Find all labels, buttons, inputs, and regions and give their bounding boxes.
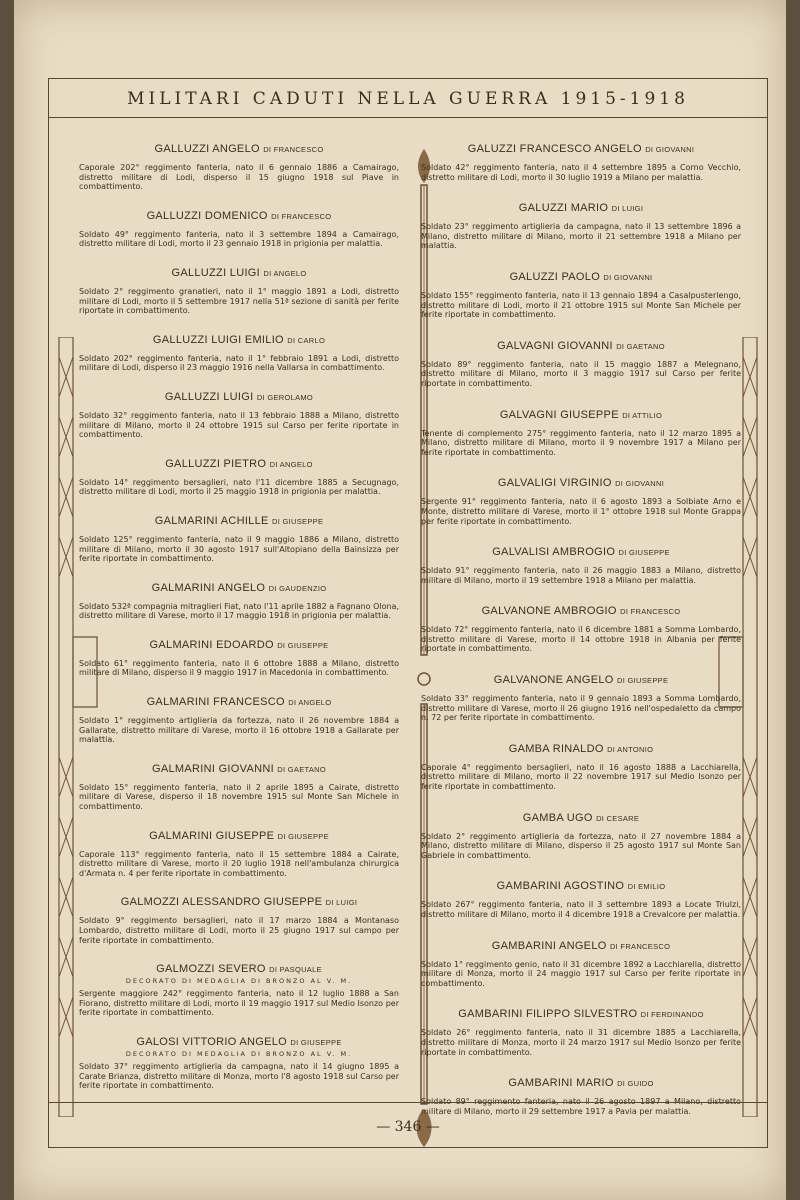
page-frame <box>48 78 768 1148</box>
casualty-name <box>421 1077 741 1089</box>
casualty-parent: DI GAETANO <box>616 341 665 351</box>
casualty-parent: DI GUIDO <box>617 1079 654 1089</box>
casualty-name <box>79 515 399 527</box>
right-column <box>421 143 741 1136</box>
casualty-parent: DI GIUSEPPE <box>272 516 324 526</box>
casualty-name <box>421 605 741 617</box>
casualty-name <box>79 896 399 908</box>
casualty-entry <box>79 1036 399 1091</box>
casualty-entry <box>79 334 399 373</box>
casualty-surname: GAMBARINI MARIO <box>508 1077 614 1090</box>
casualty-surname: GALMOZZI SEVERO <box>156 963 266 976</box>
casualty-name <box>79 639 399 651</box>
casualty-description: Soldato 125° reggimento fanteria, nato il 9 maggio 1886 a Milano, distretto militare di Milano, morto il 30 agosto 1917 sull'Altopiano della Bainsizza per ferite riportate in combattimento. <box>79 534 399 564</box>
casualty-name <box>421 1008 741 1020</box>
casualty-entry <box>421 940 741 989</box>
casualty-surname: GALVANONE ANGELO <box>493 674 614 687</box>
casualty-surname: GALUZZI FRANCESCO ANGELO <box>467 143 642 155</box>
casualty-parent: DI FERDINANDO <box>640 1010 704 1020</box>
left-column <box>79 143 399 1109</box>
casualty-parent: DI GIOVANNI <box>645 145 695 154</box>
casualty-surname: GALLUZZI ANGELO <box>154 143 260 155</box>
casualty-parent: DI PASQUALE <box>269 965 322 975</box>
casualty-surname: GALMARINI ACHILLE <box>154 514 269 527</box>
casualty-entry <box>421 340 741 389</box>
casualty-surname: GALLUZZI PIETRO <box>165 457 267 470</box>
casualty-name <box>79 696 399 708</box>
casualty-entry <box>79 210 399 249</box>
casualty-entry <box>79 391 399 440</box>
casualty-parent: DI ANTONIO <box>607 744 654 754</box>
casualty-parent: DI FRANCESCO <box>263 145 324 154</box>
casualty-entry <box>79 763 399 812</box>
casualty-parent: DI CARLO <box>287 335 326 345</box>
page-number: — 346 — <box>376 1119 440 1135</box>
casualty-description: Soldato 91° reggimento fanteria, nato il 26 maggio 1883 a Milano, distretto militare di Milano, morto il 19 settembre 1918 a Milano per malattia. <box>421 566 741 585</box>
casualty-name <box>421 674 741 686</box>
casualty-name <box>421 743 741 755</box>
casualty-parent: DI EMILIO <box>627 882 666 892</box>
casualty-parent: DI GIUSEPPE <box>618 548 670 558</box>
casualty-entry <box>79 639 399 678</box>
casualty-surname: GALVANONE AMBROGIO <box>481 605 617 618</box>
casualty-parent: DI LUIGI <box>611 204 644 214</box>
casualty-parent: DI ANGELO <box>269 459 313 469</box>
casualty-entry <box>421 202 741 251</box>
casualty-name <box>79 963 399 975</box>
casualty-name <box>421 271 741 283</box>
casualty-parent: DI GIUSEPPE <box>277 640 329 650</box>
casualty-description: Caporale 4° reggimento bersaglieri, nato il 16 agosto 1888 a Lacchiarella, distretto militare di Milano, morto il 22 novembre 1917 sul Medio Isonzo per ferite riportate in combattimento. <box>421 762 741 792</box>
casualty-description: Caporale 202° reggimento fanteria, nato il 6 gennaio 1886 a Camairago, distretto militare di Lodi, disperso il 15 giugno 1918 sul Piave in combattimento. <box>79 163 399 192</box>
casualty-description: Soldato 23° reggimento artiglieria da campagna, nato il 13 settembre 1896 a Milano, distretto militare di Milano, morto il 21 settembre 1918 a Milano per malattia. <box>421 222 741 251</box>
casualty-parent: DI ANGELO <box>263 268 307 278</box>
casualty-name <box>421 546 741 558</box>
casualty-description: Soldato 267° reggimento fanteria, nato il 3 settembre 1893 a Locate Triulzi, distretto militare di Milano, morto il 4 dicembre 1918 a Crevalcore per malattia. <box>421 900 741 919</box>
casualty-surname: GALVAGNI GIOVANNI <box>497 339 613 352</box>
casualty-description: Soldato 202° reggimento fanteria, nato il 1° febbraio 1891 a Lodi, distretto militare di Lodi, disperso il 23 maggio 1916 nella Vallarsa in combattimento. <box>79 353 399 373</box>
casualty-name <box>79 582 399 594</box>
casualty-entry <box>79 830 399 879</box>
casualty-parent: DI GAETANO <box>277 764 326 774</box>
casualty-description: Soldato 532ª compagnia mitraglieri Fiat, nato l'11 aprile 1882 a Fagnano Olona, distretto militare di Varese, morto il 17 maggio 1918 in prigionia per malattia. <box>79 601 399 621</box>
casualty-entry <box>79 267 399 316</box>
casualty-description: Caporale 113° reggimento fanteria, nato il 15 settembre 1884 a Cairate, distretto militare di Varese, morto il 20 luglio 1918 nell'ambulanza chirurgica d'Armata n. 4 per ferite riportate in combattimento. <box>79 849 399 878</box>
casualty-surname: GAMBA RINALDO <box>508 742 604 755</box>
casualty-entry <box>421 546 741 585</box>
casualty-description: Soldato 37° reggimento artiglieria da campagna, nato il 14 giugno 1895 a Carate Brianza, distretto militare di Monza, morto l'8 agosto 1918 sul Carso per ferite riportate in combattimento. <box>79 1061 399 1091</box>
casualty-name <box>421 340 741 352</box>
casualty-description: Soldato 89° reggimento fanteria, nato il 26 agosto 1897 a Milano, distretto militare di Milano, morto il 29 settembre 1917 a Pavia per malattia. <box>421 1097 741 1116</box>
casualty-surname: GAMBARINI AGOSTINO <box>496 880 625 893</box>
casualty-description: Soldato 2° reggimento artiglieria da fortezza, nato il 27 novembre 1884 a Milano, distretto militare di Milano, disperso il 25 agosto 1917 sul Monte San Gabriele in combattimento. <box>421 831 741 860</box>
casualty-description: Soldato 72° reggimento fanteria, nato il 6 dicembre 1881 a Somma Lombardo, distretto militare di Varese, morto il 14 ottobre 1918 in Albania per ferite riportate in combattimento. <box>421 625 741 654</box>
casualty-description: Soldato 9° reggimento bersaglieri, nato il 17 marzo 1884 a Montanaso Lombardo, distretto militare di Lodi, morto il 25 giugno 1917 sul campo per ferite riportate in combattimento. <box>79 916 399 945</box>
casualty-parent: DI FRANCESCO <box>609 941 671 951</box>
casualty-surname: GAMBA UGO <box>522 811 593 824</box>
casualty-parent: DI ATTILIO <box>622 410 663 420</box>
casualty-entry <box>79 458 399 497</box>
casualty-surname: GALMARINI GIUSEPPE <box>149 829 275 842</box>
casualty-description: Soldato 26° reggimento fanteria, nato il 31 dicembre 1885 a Lacchiarella, distretto militare di Monza, morto il 24 marzo 1917 sul Medio Isonzo per ferite riportate in combattimento. <box>421 1028 741 1057</box>
casualty-name <box>79 143 399 155</box>
casualty-name <box>421 202 741 214</box>
casualty-name <box>421 409 741 421</box>
casualty-entry <box>421 1077 741 1116</box>
casualty-description: Soldato 14° reggimento bersaglieri, nato l'11 dicembre 1885 a Secugnago, distretto militare di Lodi, morto il 25 maggio 1918 in prigionia per malattia. <box>79 477 399 497</box>
casualty-description: Soldato 61° reggimento fanteria, nato il 6 ottobre 1888 a Milano, distretto militare di Milano, disperso il 9 maggio 1917 in Macedonia in combattimento. <box>79 658 399 678</box>
casualty-name <box>79 334 399 346</box>
casualty-parent: DI GIUSEPPE <box>290 1037 342 1047</box>
casualty-surname: GALLUZZI DOMENICO <box>146 209 268 222</box>
casualty-description: Soldato 15° reggimento fanteria, nato il 2 aprile 1895 a Cairate, distretto militare di Varese, disperso il 18 novembre 1915 sul Monte San Michele in combattimento. <box>79 782 399 812</box>
casualty-surname: GALUZZI PAOLO <box>509 270 601 283</box>
casualty-entry <box>421 477 741 526</box>
casualty-surname: GALMARINI GIOVANNI <box>152 762 274 775</box>
casualty-surname: GALLUZZI LUIGI <box>164 390 254 403</box>
casualty-name <box>79 1036 399 1048</box>
casualty-surname: GALOSI VITTORIO ANGELO <box>136 1035 288 1048</box>
casualty-name <box>79 267 399 279</box>
casualty-surname: GALVALISI AMBROGIO <box>492 546 616 559</box>
casualty-entry <box>421 143 741 182</box>
casualty-name <box>79 458 399 470</box>
casualty-entry <box>421 409 741 458</box>
casualty-description: Sergente 91° reggimento fanteria, nato il 6 agosto 1893 a Solbiate Arno e Monte, distretto militare di Varese, morto il 1° ottobre 1918 sul Monte Grappa per ferite riportate in combattimento. <box>421 497 741 526</box>
casualty-entry <box>421 605 741 654</box>
casualty-surname: GALMARINI FRANCESCO <box>146 696 285 709</box>
casualty-parent: DI FRANCESCO <box>620 607 681 617</box>
casualty-description: Soldato 32° reggimento fanteria, nato il 13 febbraio 1888 a Milano, distretto militare di Milano, morto il 24 ottobre 1915 sul Carso per ferite riportate in combattimento. <box>79 410 399 440</box>
casualty-name <box>79 830 399 842</box>
casualty-description: Soldato 89° reggimento fanteria, nato il 15 maggio 1887 a Melegnano, distretto militare di Milano, morto il 3 maggio 1917 sul Carso per ferite riportate in combattimento. <box>421 359 741 388</box>
casualty-entry <box>79 143 399 192</box>
casualty-parent: DI FRANCESCO <box>271 211 332 221</box>
footer-rule <box>49 1102 767 1103</box>
casualty-description: Sergente maggiore 242° reggimento fanteria, nato il 12 luglio 1888 a San Fiorano, distretto militare di Lodi, morto il 19 maggio 1917 sul Medio Isonzo per ferite riportate in combattimento. <box>79 989 399 1018</box>
casualty-description: Soldato 155° reggimento fanteria, nato il 13 gennaio 1894 a Casalpusterlengo, distretto militare di Lodi, morto il 21 ottobre 1915 sul Monte San Michele per ferite riportate in combattimento. <box>421 290 741 320</box>
casualty-name <box>421 940 741 952</box>
casualty-name <box>421 880 741 892</box>
casualty-name <box>421 812 741 824</box>
casualty-parent: DI GIUSEPPE <box>277 831 329 841</box>
casualty-parent: DI GAUDENZIO <box>268 583 327 593</box>
page-title: MILITARI CADUTI NELLA GUERRA 1915-1918 <box>127 89 689 109</box>
casualty-entry <box>421 271 741 320</box>
header-rule <box>49 117 767 118</box>
casualty-decoration: DECORATO DI MEDAGLIA DI BRONZO AL V. M. <box>125 977 353 986</box>
casualty-entry <box>79 896 399 945</box>
casualty-parent: DI ANGELO <box>288 698 332 708</box>
casualty-description: Soldato 2° reggimento granatieri, nato il 1° maggio 1891 a Lodi, distretto militare di Lodi, morto il 5 settembre 1917 nella 51ª sezione di sanità per ferite riportate in combattimento. <box>79 286 399 316</box>
casualty-entry <box>421 812 741 861</box>
casualty-surname: GAMBARINI FILIPPO SILVESTRO <box>458 1008 638 1021</box>
casualty-surname: GALUZZI MARIO <box>518 202 609 215</box>
casualty-surname: GALMARINI ANGELO <box>151 581 266 594</box>
casualty-entry <box>79 515 399 564</box>
casualty-description: Soldato 49° reggimento fanteria, nato il 3 settembre 1894 a Camairago, distretto militare di Lodi, morto il 23 gennaio 1918 in prigionia per malattia. <box>79 229 399 249</box>
casualty-name <box>79 210 399 222</box>
casualty-parent: DI GIOVANNI <box>603 272 653 282</box>
casualty-name <box>79 391 399 403</box>
casualty-parent: DI CESARE <box>596 813 640 823</box>
casualty-surname: GALMOZZI ALESSANDRO GIUSEPPE <box>120 896 323 909</box>
casualty-parent: DI GIUSEPPE <box>617 676 669 686</box>
casualty-entry <box>421 743 741 792</box>
casualty-description: Soldato 1° reggimento genio, nato il 31 dicembre 1892 a Lacchiarella, distretto militare di Monza, morto il 24 maggio 1917 sul Carso per ferite riportate in combattimento. <box>421 959 741 988</box>
casualty-entry <box>421 674 741 723</box>
casualty-name <box>421 143 741 155</box>
casualty-parent: DI LUIGI <box>325 898 358 908</box>
page <box>14 0 786 1200</box>
casualty-parent: DI GEROLAMO <box>256 392 314 402</box>
casualty-entry <box>79 696 399 745</box>
casualty-surname: GALVAGNI GIUSEPPE <box>499 408 619 421</box>
casualty-surname: GAMBARINI ANGELO <box>491 939 607 952</box>
casualty-description: Tenente di complemento 275° reggimento fanteria, nato il 12 marzo 1895 a Milano, distretto militare di Milano, morto il 9 novembre 1917 a Milano per ferite riportate in combattimento. <box>421 428 741 457</box>
casualty-entry <box>421 1008 741 1057</box>
casualty-entry <box>421 880 741 919</box>
casualty-description: Soldato 1° reggimento artiglieria da fortezza, nato il 26 novembre 1884 a Gallarate, distretto militare di Varese, morto il 16 ottobre 1918 a Gallarate per malattia. <box>79 716 399 745</box>
casualty-description: Soldato 33° reggimento fanteria, nato il 9 gennaio 1893 a Somma Lombardo, distretto militare di Varese, morto il 26 giugno 1916 nell'ospedaletto da campo n. 72 per ferite riportate in combattimento. <box>421 694 741 723</box>
casualty-name <box>79 763 399 775</box>
casualty-description: Soldato 42° reggimento fanteria, nato il 4 settembre 1895 a Corno Vecchio, distretto militare di Lodi, morto il 30 luglio 1919 a Milano per malattia. <box>421 163 741 182</box>
casualty-surname: GALLUZZI LUIGI <box>171 266 261 279</box>
casualty-parent: DI GIOVANNI <box>615 479 665 489</box>
casualty-name <box>421 477 741 489</box>
casualty-entry <box>79 963 399 1018</box>
casualty-entry <box>79 582 399 621</box>
casualty-decoration: DECORATO DI MEDAGLIA DI BRONZO AL V. M. <box>125 1049 353 1058</box>
casualty-surname: GALVALIGI VIRGINIO <box>497 477 612 490</box>
casualty-surname: GALMARINI EDOARDO <box>149 638 274 651</box>
casualty-surname: GALLUZZI LUIGI EMILIO <box>152 333 284 346</box>
